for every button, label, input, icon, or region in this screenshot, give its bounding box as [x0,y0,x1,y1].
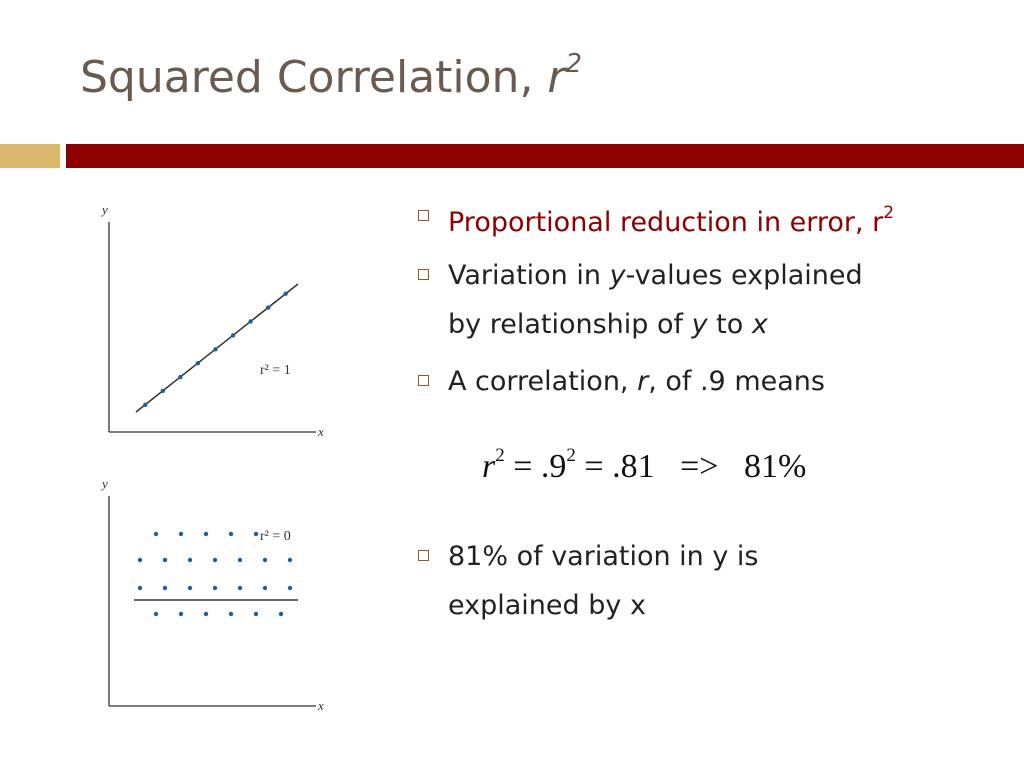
data-point [238,558,242,562]
bullet-variable: x [751,309,768,340]
data-point [154,532,158,536]
data-point [213,586,217,590]
data-point [229,612,233,616]
data-point [179,612,183,616]
data-point [266,305,270,309]
data-point [196,361,200,365]
data-point [154,612,158,616]
accent-bar-red [66,144,1024,168]
x-axis-label: x [318,424,324,439]
data-point [231,333,235,337]
title-superscript: 2 [565,49,583,80]
bullet-text: to [707,309,752,340]
data-point [288,586,292,590]
slide-title [80,49,583,103]
square-bullet-icon [418,550,429,561]
bullet-list-secondary [410,532,1010,630]
scatter-plot-r2-0 [96,472,336,720]
equation-superscript: 2 [495,444,505,466]
data-point [238,586,242,590]
data-point [178,375,182,379]
scatter-plot-r2-1-svg [96,196,336,444]
data-point [263,586,267,590]
bullet-variable: y [609,260,626,291]
data-point [179,532,183,536]
equation-text: = .9 [504,448,567,485]
r2-label: r² = 0 [260,529,291,544]
y-axis-label: y [102,476,108,491]
data-point [204,532,208,536]
data-point [188,558,192,562]
bullet-text: -values explained [625,260,863,291]
equation-superscript: 2 [566,444,576,466]
bullet-list [410,192,1010,406]
y-axis-label: y [102,202,108,217]
bullet-text: by relationship of [448,309,692,340]
data-points [138,532,292,616]
data-point [288,558,292,562]
equation-r-squared [482,444,807,486]
accent-bar-gold [0,144,60,168]
data-point [284,292,288,296]
bullet-text: Proportional reduction in error, r [448,207,884,238]
data-point [279,612,283,616]
bullet-variable: r [637,366,649,397]
equation-variable: r [482,448,496,485]
square-bullet-icon [418,269,429,280]
bullet-text: , of .9 means [648,366,825,397]
bullet-text: 81% of variation in y is [448,541,759,572]
data-point [138,586,142,590]
data-point [254,612,258,616]
bullet-text: explained by x [448,590,646,621]
data-point [138,558,142,562]
data-point [163,586,167,590]
scatter-plot-r2-0-svg [96,472,336,720]
scatter-plot-r2-1 [96,196,336,444]
bullet-item-variation-explained [410,251,1010,349]
data-point [263,558,267,562]
bullet-text: Variation in [448,260,610,291]
bullet-superscript: 2 [883,203,895,223]
data-point [254,532,258,536]
bullet-variable: y [691,309,708,340]
data-point [204,612,208,616]
bullet-text: A correlation, [448,366,638,397]
bullet-item-proportional-reduction [410,192,1010,247]
data-point [143,403,147,407]
data-point [163,558,167,562]
data-point [213,347,217,351]
square-bullet-icon [418,210,429,221]
title-text: Squared Correlation, [80,52,548,103]
bullet-item-correlation [410,357,1010,406]
x-axis-label: x [318,698,324,713]
equation-text: = .81 => 81% [575,448,807,485]
title-variable: r [547,52,566,103]
bullet-item-81-percent [410,532,1010,630]
data-point [248,319,252,323]
r2-label: r² = 1 [260,363,291,378]
data-point [188,586,192,590]
data-point [229,532,233,536]
data-point [213,558,217,562]
data-point [161,389,165,393]
square-bullet-icon [418,375,429,386]
